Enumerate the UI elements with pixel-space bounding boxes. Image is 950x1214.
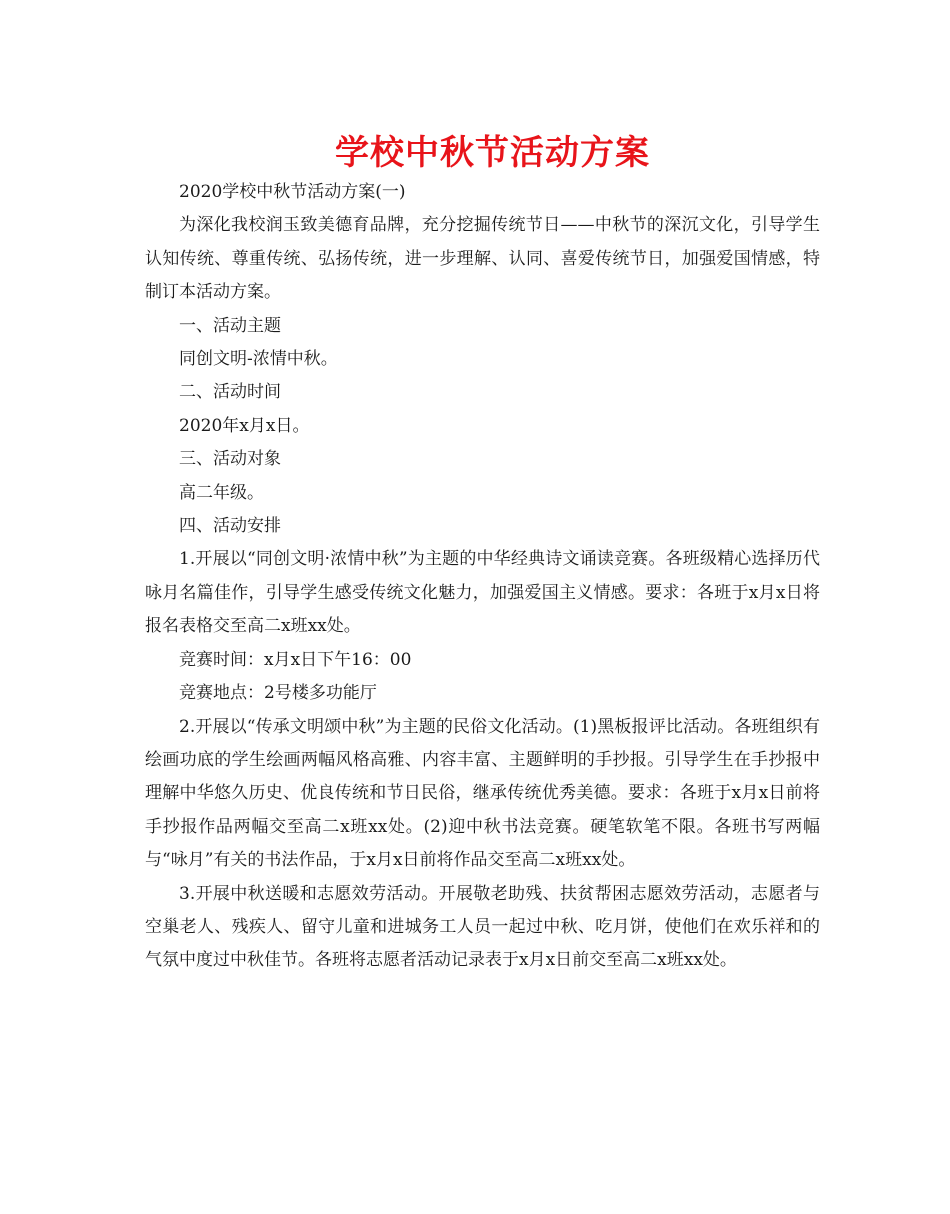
document-title: 学校中秋节活动方案 [335, 133, 650, 173]
competition-time: 竞赛时间：x月x日下午16：00 [179, 649, 412, 670]
section-heading-time: 二、活动时间 [179, 382, 281, 403]
competition-location: 竞赛地点：2号楼多功能厅 [179, 683, 377, 704]
section-heading-theme: 一、活动主题 [179, 315, 281, 336]
arrangement-item-1: 1.开展以“同创文明·浓情中秋”为主题的中华经典诗文诵读竞赛。各班级精心选择历代咏月名篇佳作，引导学生感受传统文化魅力，加强爱国主义情感。要求：各班于x月x日将报名表格交至高二x班xx处。 [145, 549, 820, 637]
document-body [145, 176, 820, 978]
arrangement-item-2: 2.开展以“传承文明颂中秋”为主题的民俗文化活动。(1)黑板报评比活动。各班组织有绘画功底的学生绘画两幅风格高雅、内容丰富、主题鲜明的手抄报。引导学生在手抄报中理解中华悠久历史、优良传统和节日民俗，继承传统优秀美德。要求：各班于x月x日前将手抄报作品两幅交至高二x班xx处。(2)迎中秋书法竞赛。硬笔软笔不限。各班书写两幅与“咏月”有关的书法作品，于x月x日前将作品交至高二x班xx处。 [145, 716, 820, 871]
section-heading-audience: 三、活动对象 [179, 449, 281, 470]
audience-text: 高二年级。 [179, 482, 264, 503]
arrangement-item-3: 3.开展中秋送暖和志愿效劳活动。开展敬老助残、扶贫帮困志愿效劳活动，志愿者与空巢老人、残疾人、留守儿童和进城务工人员一起过中秋、吃月饼，使他们在欢乐祥和的气氛中度过中秋佳节。各班将志愿者活动记录表于x月x日前交至高二x班xx处。 [145, 883, 820, 971]
theme-text: 同创文明-浓情中秋。 [179, 349, 338, 370]
intro-paragraph: 为深化我校润玉致美德育品牌，充分挖掘传统节日——中秋节的深沉文化，引导学生认知传统、尊重传统、弘扬传统，进一步理解、认同、喜爱传统节日，加强爱国情感，特制订本活动方案。 [145, 215, 820, 303]
time-text: 2020年x月x日。 [179, 415, 310, 436]
doc-subtitle: 2020学校中秋节活动方案(一) [179, 182, 406, 202]
section-heading-arrangement: 四、活动安排 [179, 516, 281, 537]
